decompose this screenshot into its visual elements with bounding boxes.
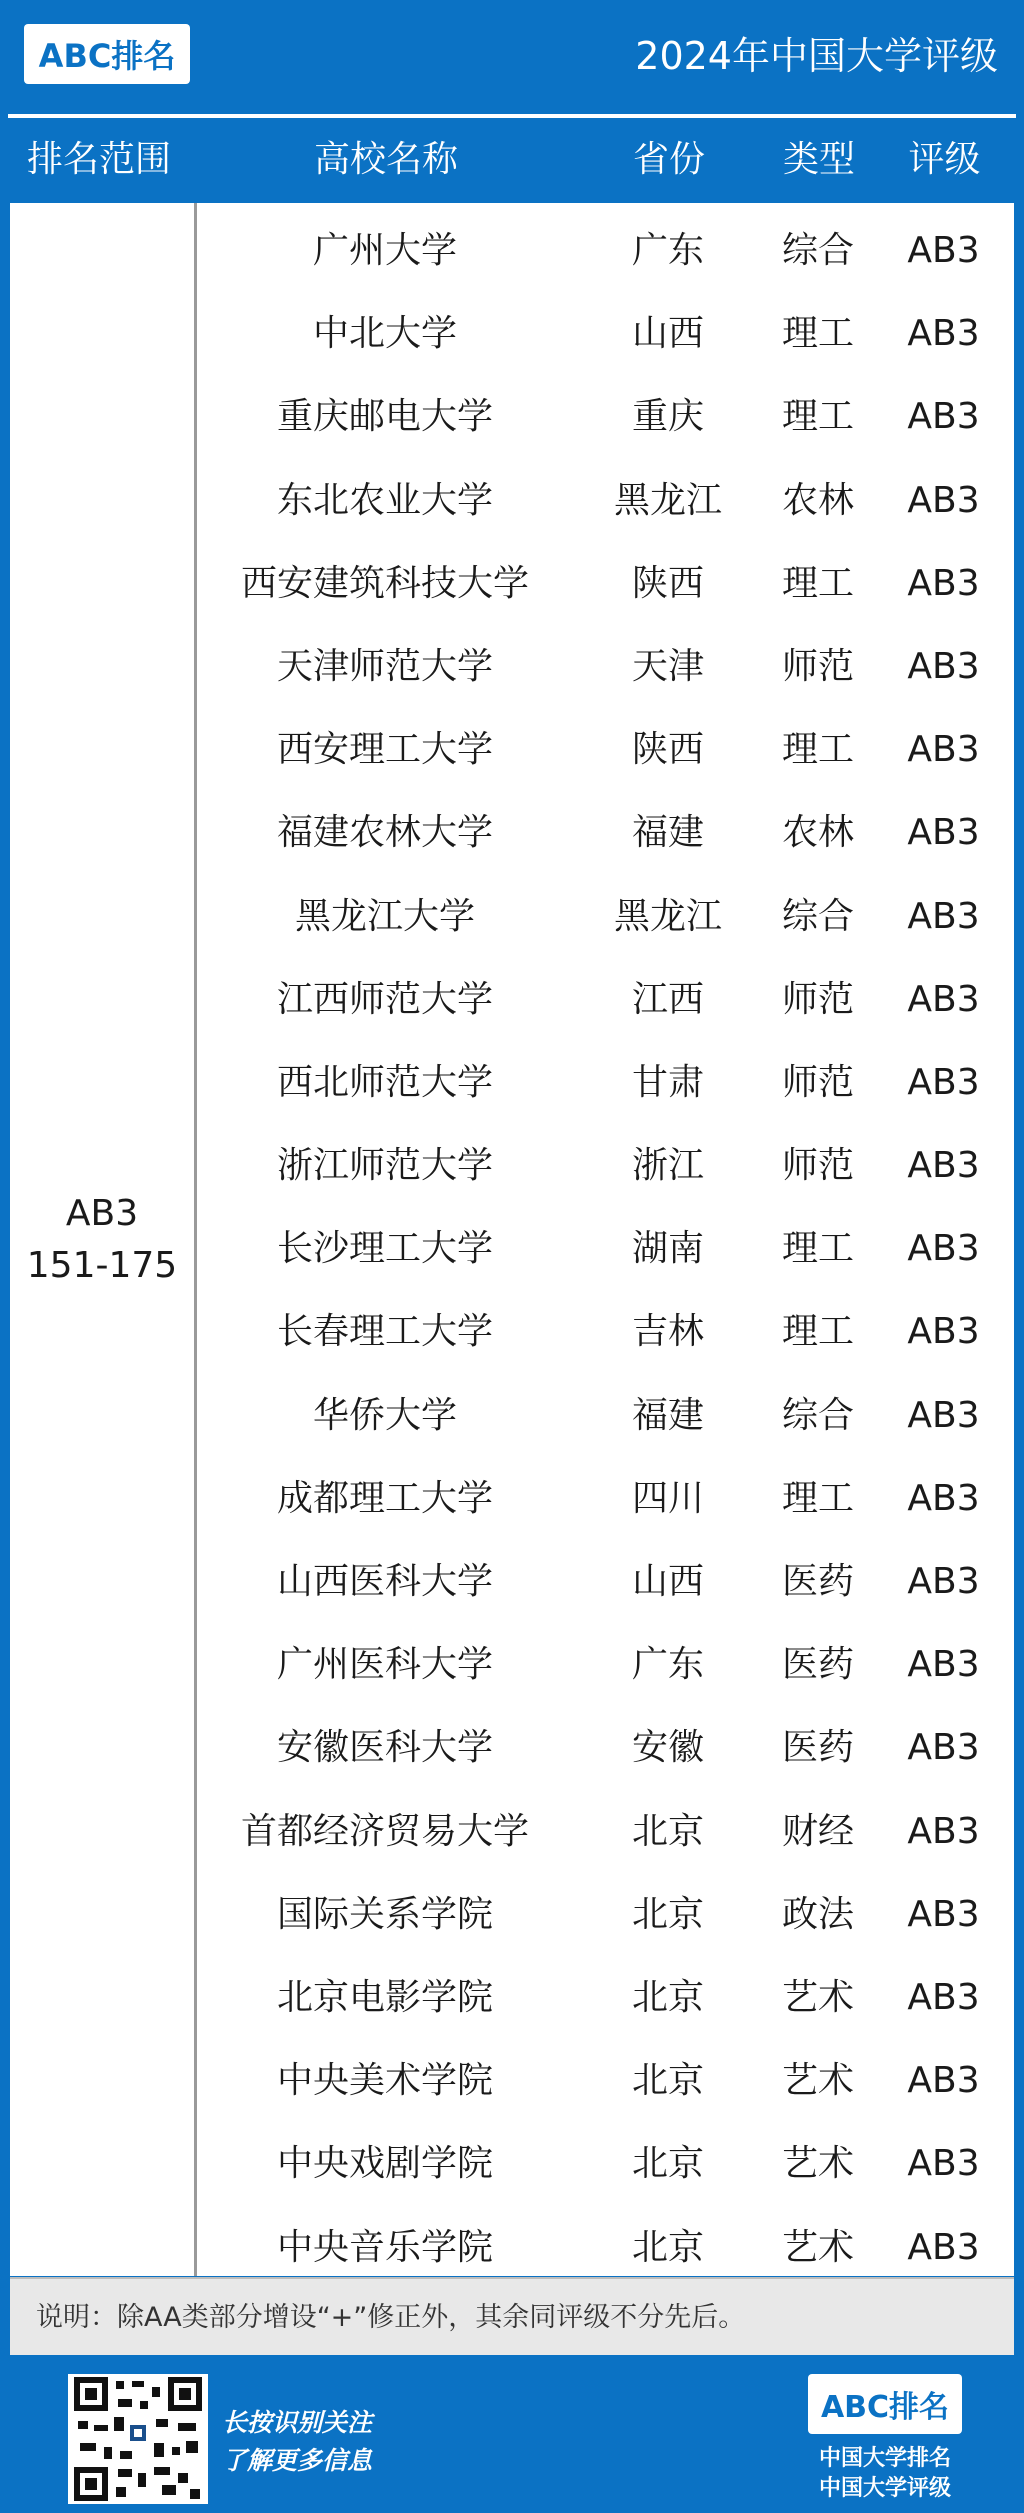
grade-cell: AB3	[907, 1145, 980, 1187]
grade-cell: AB3	[907, 1727, 980, 1769]
footer-tip-line2: 了解更多信息	[222, 2446, 373, 2475]
school-name-cell: 重庆邮电大学	[276, 396, 493, 438]
school-name-cell: 中央美术学院	[276, 2060, 493, 2102]
page-title: 2024年中国大学评级	[635, 34, 998, 78]
school-name-cell: 浙江师范大学	[276, 1145, 493, 1187]
footer-brand-logo-text: ABC排名	[820, 2390, 950, 2425]
grade-cell: AB3	[907, 1893, 980, 1935]
grade-cell: AB3	[907, 1644, 980, 1686]
table-body	[197, 209, 1014, 2289]
grade-cell: AB3	[907, 562, 980, 604]
table-row	[197, 1457, 1014, 1540]
province-cell: 江西	[631, 978, 704, 1020]
province-cell: 广东	[631, 1644, 704, 1686]
type-cell: 师范	[781, 1061, 854, 1103]
grade-cell: AB3	[907, 1561, 980, 1602]
type-cell: 理工	[781, 729, 854, 771]
table-row	[197, 459, 1014, 542]
range-grade: AB3	[65, 1192, 139, 1234]
grade-cell: AB3	[907, 230, 980, 271]
school-name-cell: 北京电影学院	[276, 1976, 493, 2018]
table-row	[197, 1790, 1014, 1873]
grade-cell: AB3	[907, 2060, 980, 2102]
footer-tip	[222, 2404, 372, 2480]
table-row	[197, 542, 1014, 625]
school-name-cell: 广州大学	[312, 230, 457, 271]
type-cell: 师范	[781, 1145, 854, 1187]
footer-subtitle-line2: 中国大学评级	[818, 2476, 951, 2501]
table-row	[197, 2039, 1014, 2122]
type-cell: 政法	[781, 1893, 854, 1935]
type-cell: 理工	[781, 1477, 854, 1519]
table-row	[197, 958, 1014, 1041]
grade-cell: AB3	[907, 2226, 980, 2268]
column-header-province: 省份	[632, 139, 705, 180]
ranking-table	[10, 203, 1014, 2276]
school-name-cell: 长春理工大学	[276, 1311, 493, 1353]
grade-cell: AB3	[907, 645, 980, 687]
school-name-cell: 福建农林大学	[276, 812, 493, 854]
type-cell: 理工	[781, 396, 854, 438]
table-row	[197, 292, 1014, 375]
school-name-cell: 黑龙江大学	[294, 895, 475, 937]
column-header-type: 类型	[782, 139, 855, 180]
type-cell: 师范	[781, 978, 854, 1020]
school-name-cell: 成都理工大学	[276, 1477, 493, 1519]
table-row	[197, 1207, 1014, 1290]
province-cell: 山西	[631, 313, 704, 355]
type-cell: 艺术	[781, 1976, 854, 2018]
province-cell: 陕西	[631, 562, 704, 604]
range-span: 151-175	[26, 1244, 178, 1286]
school-name-cell: 天津师范大学	[276, 645, 493, 687]
table-row	[197, 1041, 1014, 1124]
table-row	[197, 2122, 1014, 2205]
school-name-cell: 西安建筑科技大学	[240, 562, 529, 604]
grade-cell: AB3	[907, 1311, 980, 1353]
school-name-cell: 中央音乐学院	[276, 2226, 493, 2268]
table-row	[197, 1706, 1014, 1789]
school-name-cell: 西北师范大学	[276, 1061, 493, 1103]
grade-cell: AB3	[907, 1228, 980, 1270]
province-cell: 北京	[631, 2060, 704, 2102]
type-cell: 理工	[781, 313, 854, 355]
grade-cell: AB3	[907, 1976, 980, 2018]
table-row	[197, 1956, 1014, 2039]
type-cell: 艺术	[781, 2143, 854, 2185]
province-cell: 山西	[631, 1561, 704, 1602]
school-name-cell: 广州医科大学	[276, 1644, 493, 1686]
table-row	[197, 1290, 1014, 1373]
school-name-cell: 中央戏剧学院	[276, 2143, 493, 2185]
table-row	[197, 708, 1014, 791]
grade-cell: AB3	[907, 1061, 980, 1103]
province-cell: 甘肃	[631, 1061, 704, 1103]
grade-cell: AB3	[907, 729, 980, 771]
table-row	[197, 375, 1014, 458]
grade-cell: AB3	[907, 1810, 980, 1852]
province-cell: 浙江	[631, 1145, 704, 1187]
qr-code-icon[interactable]	[68, 2374, 208, 2504]
province-cell: 吉林	[631, 1311, 704, 1353]
footer-subtitle-line1: 中国大学排名	[818, 2446, 951, 2471]
range-cell	[10, 203, 197, 2276]
footer	[0, 2360, 1024, 2513]
grade-cell: AB3	[907, 978, 980, 1020]
province-cell: 北京	[631, 1976, 704, 2018]
province-cell: 北京	[631, 2226, 704, 2268]
province-cell: 重庆	[631, 396, 704, 438]
table-row	[197, 1623, 1014, 1706]
school-name-cell: 中北大学	[312, 313, 457, 355]
school-name-cell: 长沙理工大学	[276, 1228, 493, 1270]
type-cell: 综合	[781, 1394, 854, 1436]
footer-subtitle	[808, 2444, 962, 2504]
type-cell: 农林	[781, 479, 854, 521]
grade-cell: AB3	[907, 313, 980, 355]
table-row	[197, 1873, 1014, 1956]
type-cell: 综合	[781, 230, 854, 271]
type-cell: 艺术	[781, 2060, 854, 2102]
school-name-cell: 华侨大学	[312, 1394, 457, 1436]
grade-cell: AB3	[907, 1477, 980, 1519]
province-cell: 安徽	[631, 1727, 704, 1769]
type-cell: 医药	[781, 1727, 854, 1769]
school-name-cell: 国际关系学院	[276, 1893, 493, 1935]
school-name-cell: 东北农业大学	[276, 479, 493, 521]
province-cell: 湖南	[631, 1228, 704, 1270]
table-row	[197, 875, 1014, 958]
province-cell: 北京	[631, 1810, 704, 1852]
footer-tip-line1: 长按识别关注	[222, 2408, 373, 2437]
type-cell: 医药	[781, 1561, 854, 1602]
grade-cell: AB3	[907, 2143, 980, 2185]
grade-cell: AB3	[907, 895, 980, 937]
type-cell: 财经	[781, 1810, 854, 1852]
school-name-cell: 安徽医科大学	[276, 1727, 493, 1769]
province-cell: 北京	[631, 1893, 704, 1935]
province-cell: 四川	[631, 1477, 704, 1519]
brand-logo	[24, 24, 190, 84]
note-text: 说明：除AA类部分增设“+”修正外，其余同评级不分先后。	[10, 2277, 1014, 2355]
column-header-range: 排名范围	[26, 139, 171, 180]
table-row	[197, 1540, 1014, 1623]
type-cell: 农林	[781, 812, 854, 854]
grade-cell: AB3	[907, 396, 980, 438]
province-cell: 广东	[631, 230, 704, 271]
province-cell: 福建	[631, 812, 704, 854]
grade-cell: AB3	[907, 812, 980, 854]
type-cell: 医药	[781, 1644, 854, 1686]
province-cell: 天津	[631, 645, 704, 687]
grade-cell: AB3	[907, 1394, 980, 1436]
type-cell: 艺术	[781, 2226, 854, 2268]
table-row	[197, 625, 1014, 708]
school-name-cell: 山西医科大学	[276, 1561, 493, 1602]
province-cell: 福建	[631, 1394, 704, 1436]
table-row	[197, 791, 1014, 874]
type-cell: 综合	[781, 895, 854, 937]
grade-cell: AB3	[907, 479, 980, 521]
school-name-cell: 江西师范大学	[276, 978, 493, 1020]
type-cell: 师范	[781, 645, 854, 687]
province-cell: 黑龙江	[613, 479, 722, 521]
column-header-grade: 评级	[908, 139, 981, 180]
header	[0, 0, 1024, 116]
column-header-name: 高校名称	[313, 139, 458, 180]
province-cell: 北京	[631, 2143, 704, 2185]
type-cell: 理工	[781, 1228, 854, 1270]
table-row	[197, 209, 1014, 292]
school-name-cell: 首都经济贸易大学	[240, 1810, 529, 1852]
table-row	[197, 1374, 1014, 1457]
province-cell: 陕西	[631, 729, 704, 771]
type-cell: 理工	[781, 1311, 854, 1353]
type-cell: 理工	[781, 562, 854, 604]
brand-logo-text: ABC排名	[38, 37, 176, 75]
footer-brand-logo	[808, 2374, 962, 2434]
province-cell: 黑龙江	[613, 895, 722, 937]
table-row	[197, 1124, 1014, 1207]
column-headers	[0, 118, 1024, 202]
school-name-cell: 西安理工大学	[276, 729, 493, 771]
